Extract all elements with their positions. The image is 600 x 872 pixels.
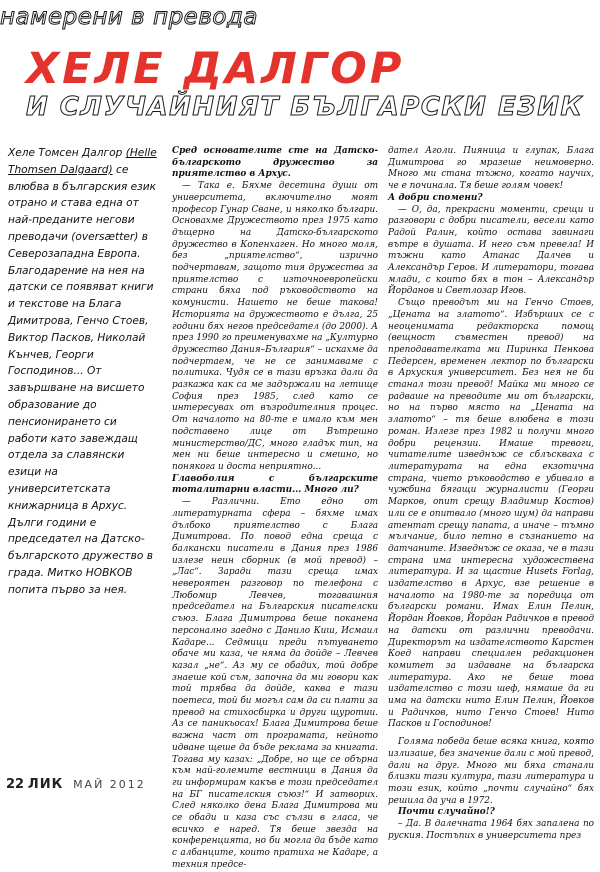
page-number: 22	[6, 777, 25, 792]
interview-question: Почти случайно!?	[398, 807, 495, 818]
interview-answer: — О, да, прекрасни моменти, срещи и разговори с добри писатели, весели като Радой Ралин, който остава завинаги вътре в душата. И него съм превела! И тъжни като Атанас Далчев и Александър Геров. И литератори, тогава млади, с които бях в тон – Александър Йорданов и Светлозар Игов.	[388, 204, 594, 297]
lead-author-name: Хеле Томсен Далгор	[8, 147, 123, 159]
interview-answer: — Така е. Бяхме десетина души от университета, включително моят професор Гунар Сване, и няколко българи. Основахме Дружеството през 1975 като дъщерно на Датско-българското дружество в Копенхаген. Но много моля, без „приятелство“, изрично подчертавам, защото тия дружества за приятелство с източноевропейски страни бяха под ръководството на комунисти. Нашето не беше такова! Историята на дружеството е дълга, 25 години бях негов председател (до 2000). А през 1990 го преименувахме на „Културно дружество Дания–България“ – искахме да подчертаем, че не се занимаваме с политика. Чудя се в тази връзка дали да разкажа как са ме задържали на летище София през 1985, след като се интересувах от възродителния процес. От началото на 80-те е имало към мен подставено лице от Вътрешно министерство/ДС, много гладък тип, на мен ни беше интересно и смешно, но понякога и доста неприятно...	[172, 181, 378, 472]
body-column-2	[172, 146, 378, 870]
interview-question: А добри спомени?	[388, 192, 483, 203]
interview-answer: — Различни. Ето едно от литературната сфера – бяхме имах дълбоко приятелство с Блага Димитрова. По повод една среща с балкански писатели в Дания през 1986 излезе неин сборник (в мой превод) – „Лас“. Заради тази среща имах невероятен разговор по телефона с Любомир Левчев, тогавашния председател на Българския писателски съюз. Блага Димитрова беше поканена персонално заедно с Данило Киш, Исмаил Кадаре... Седмици преди пътуването обаче ми каза, че няма да дойде – Левчев казал „не“. Аз му се обадих, той добре знаеше кой съм, започна да ми говори как той трябва да дойде, каква е тази поетеса, той би могъл сам да си плати за превод на стихосбирка и други щуротии. Аз се паникьосах! Блага Димитрова беше важна част от програмата, нейното идване щеше да бъде реклама за книгата. Тогава му казах: „Добре, но ще се обърна към най-големите вестници в Дания да ги информирам какъв е този председател на БГ писателския съюз!“ И затворих. След няколко дена Блага Димитрова ми се обади и каза със сълзи в гласа, че всичко е наред. Тя беше звезда на конференцията, но би могла да бъде като с албанците, които пратиха не Кадаре, а техния предсе-	[172, 497, 378, 870]
issue-date: МАЙ 2012	[73, 778, 146, 791]
magazine-name: ЛИК	[27, 777, 64, 792]
article-subtitle: И СЛУЧАЙНИЯТ БЪЛГАРСКИ ЕЗИК	[26, 92, 584, 122]
interview-answer: – Да. В далечната 1964 бях запалена по руския. Постъпих в университета през	[388, 819, 594, 841]
section-heading: намерени в превода	[0, 4, 258, 30]
interview-answer-continued: дател Аголи. Пияница и глупак, Блага Димитрова го мразеше неимоверно. Много ми стана тъжно, когато научих, че е починала. Тя беше голям човек!	[388, 146, 594, 192]
interview-answer: Голяма победа беше всяка книга, която излизаше, без значение дали с мой превод, дали на друг. Много ми бяха станали близки тази култура, тази литература и този език, който „почти случайно“ бях решила да уча в 1972.	[388, 737, 594, 806]
interview-question: Главоболия с българските тоталитарни власти... Много ли?	[172, 473, 378, 496]
interview-answer: Също преводът ми на Генчо Стоев, „Цената на златото“. Избърших се с неоценимата редакторска помощ (вещност съвместен превод) на преподавателката ми Пиринка Пенкова Педерсен, временен лектор по български в Архуския университет. Без нея не би станал този превод! Майка ми много се радваше на преводите ми от български, но на първо място на „Цената на златото“ – тя беше влюбена в този роман. Излезе през 1982 и получи много добри рецензии. Имаше тревоги, читателите изведнъж се сблъскваха с литературата на една екзотична страна, чието ръководство е убивало в чужбина бягащи журналисти (Георги Марков, опит срещу Владимир Костов) или се е опитвало (много шум) да направи атентат срещу папата, а иначе – тъмно мълчание, било петно в съзнанието на датчаните. Изведнъж се оказа, че в тази страна има интересна художествена литература. И за щастие Husets Forlag, издателство в Архус, взе решение в началото на 1980-те за поредица от български романи. Имах Елин Пелин, Йордан Йовков, Йордан Радичков в превод на датски от различни преводачи. Директорът на издателството Карстен Коед направи специален редакционен комитет за издаване на българска литература. Ако не беше това издателство с този шеф, нямаше да ги има на датски нито Елин Пелин, Йовков и Радичков, нито Генчо Стоев! Нито Пасков и Господинов!	[388, 298, 594, 730]
lead-column	[8, 145, 158, 599]
lead-author-latin: (Helle Thomsen Dalgaard)	[8, 147, 157, 176]
article-title: ХЕЛЕ ДАЛГОР	[26, 44, 405, 94]
page-footer	[6, 777, 206, 792]
body-column-3	[388, 146, 594, 841]
lead-text: се влюбва в българския език отрано и става една от най-преданите негови преводачи (oversætter) в Северозападна Европа. Благодарение на нея на датски се появяват книги и текстове на Блага Димитрова, Генчо Стоев, Виктор Пасков, Николай Кънчев, Георги Господинов... От завършване на висшето образование до пенсионирането си работи като завеждащ отдела за славянски езици на университетската книжарница в Архус. Дълги години е председател на Датско-българското дружество в града. Митко НОВКОВ попита първо за нея.	[8, 163, 157, 596]
interview-question: Сред основателите сте на Датско-българското дружество за приятелство в Архус.	[172, 146, 378, 180]
